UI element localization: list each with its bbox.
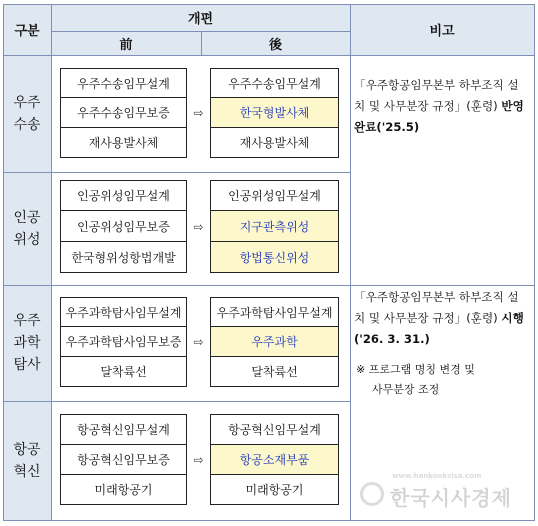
watermark-url: www.hankooksisa.com — [392, 472, 482, 480]
remark-line — [354, 308, 534, 329]
after-box-changed: 지구관측위성 — [210, 210, 339, 242]
remark-applied — [354, 75, 534, 138]
after-box: 미래항공기 — [210, 474, 339, 505]
remark-line: ('26. 3. 31.) — [354, 332, 430, 346]
before-box: 항공혁신임무설계 — [60, 414, 187, 445]
arrow-icon: ⇨ — [193, 335, 204, 349]
grid-h1 — [3, 172, 351, 173]
after-box-changed: 항공소재부품 — [210, 444, 339, 475]
grid-h-sub — [51, 31, 350, 32]
watermark-globe-icon — [360, 482, 384, 506]
grid-v2 — [350, 4, 351, 521]
category-space-science: 우주 과학 탐사 — [3, 285, 51, 401]
before-box: 인공위성임무보증 — [60, 210, 187, 242]
after-box: 항공혁신임무설계 — [210, 414, 339, 445]
after-box: 재사용발사체 — [210, 127, 339, 158]
remark-enforced — [354, 287, 534, 350]
after-box: 인공위성임무설계 — [210, 180, 339, 211]
subnote-line: ※ 프로그램 명칭 변경 및 — [356, 363, 475, 376]
header-before: 前 — [119, 37, 133, 53]
before-box: 미래항공기 — [60, 474, 187, 505]
after-box-changed: 한국형발사체 — [210, 97, 339, 128]
before-box: 한국형위성항법개발 — [60, 241, 187, 273]
arrow-icon: ⇨ — [193, 453, 204, 467]
grid-h0 — [3, 55, 535, 56]
before-box: 달착륙선 — [60, 356, 187, 387]
category-aviation: 항공 혁신 — [3, 401, 51, 520]
after-box: 달착륙선 — [210, 356, 339, 387]
remark-emphasis: 반영 — [501, 99, 524, 113]
remark-line: 완료('25.5) — [354, 120, 420, 134]
after-box: 우주과학탐사임무설계 — [210, 297, 339, 327]
remark-text: 치 및 사무분장 규정」(훈령) — [354, 99, 502, 113]
before-box: 우주과학탐사임무설계 — [60, 297, 187, 327]
header-category: 구분 — [14, 24, 40, 39]
before-box: 우주수송임무설계 — [60, 68, 187, 98]
after-box-changed: 항법통신위성 — [210, 241, 339, 273]
grid-v3 — [201, 31, 202, 55]
grid-h3 — [3, 401, 351, 402]
before-box: 우주과학탐사임무보증 — [60, 326, 187, 357]
remark-text: 치 및 사무분장 규정」(훈령) — [354, 311, 502, 325]
category-space-launch: 우주 수송 — [3, 55, 51, 172]
after-box: 우주수송임무설계 — [210, 68, 339, 98]
remark-subnote — [356, 360, 532, 400]
remark-emphasis: 시행 — [501, 311, 524, 325]
before-box: 인공위성임무설계 — [60, 180, 187, 211]
header-remarks: 비고 — [429, 24, 455, 39]
watermark-text: 한국시사경제 — [390, 486, 512, 510]
arrow-icon: ⇨ — [193, 219, 204, 234]
watermark-logo — [360, 472, 532, 514]
grid-v1 — [51, 4, 52, 521]
subnote-line: 사무분장 조정 — [372, 383, 440, 396]
before-box: 재사용발사체 — [60, 127, 187, 158]
before-box: 항공혁신임무보증 — [60, 444, 187, 475]
header-after: 後 — [268, 37, 282, 53]
header-reform: 개편 — [187, 12, 214, 27]
before-box: 우주수송임무보증 — [60, 97, 187, 128]
category-satellite: 인공 위성 — [3, 172, 51, 285]
grid-h2 — [3, 285, 535, 286]
remark-line — [354, 96, 534, 117]
remark-line: 「우주항공임무본부 하부조직 설 — [354, 78, 519, 92]
remark-line: 「우주항공임무본부 하부조직 설 — [354, 290, 519, 304]
after-box-changed: 우주과학 — [210, 326, 339, 357]
arrow-icon: ⇨ — [193, 106, 204, 120]
